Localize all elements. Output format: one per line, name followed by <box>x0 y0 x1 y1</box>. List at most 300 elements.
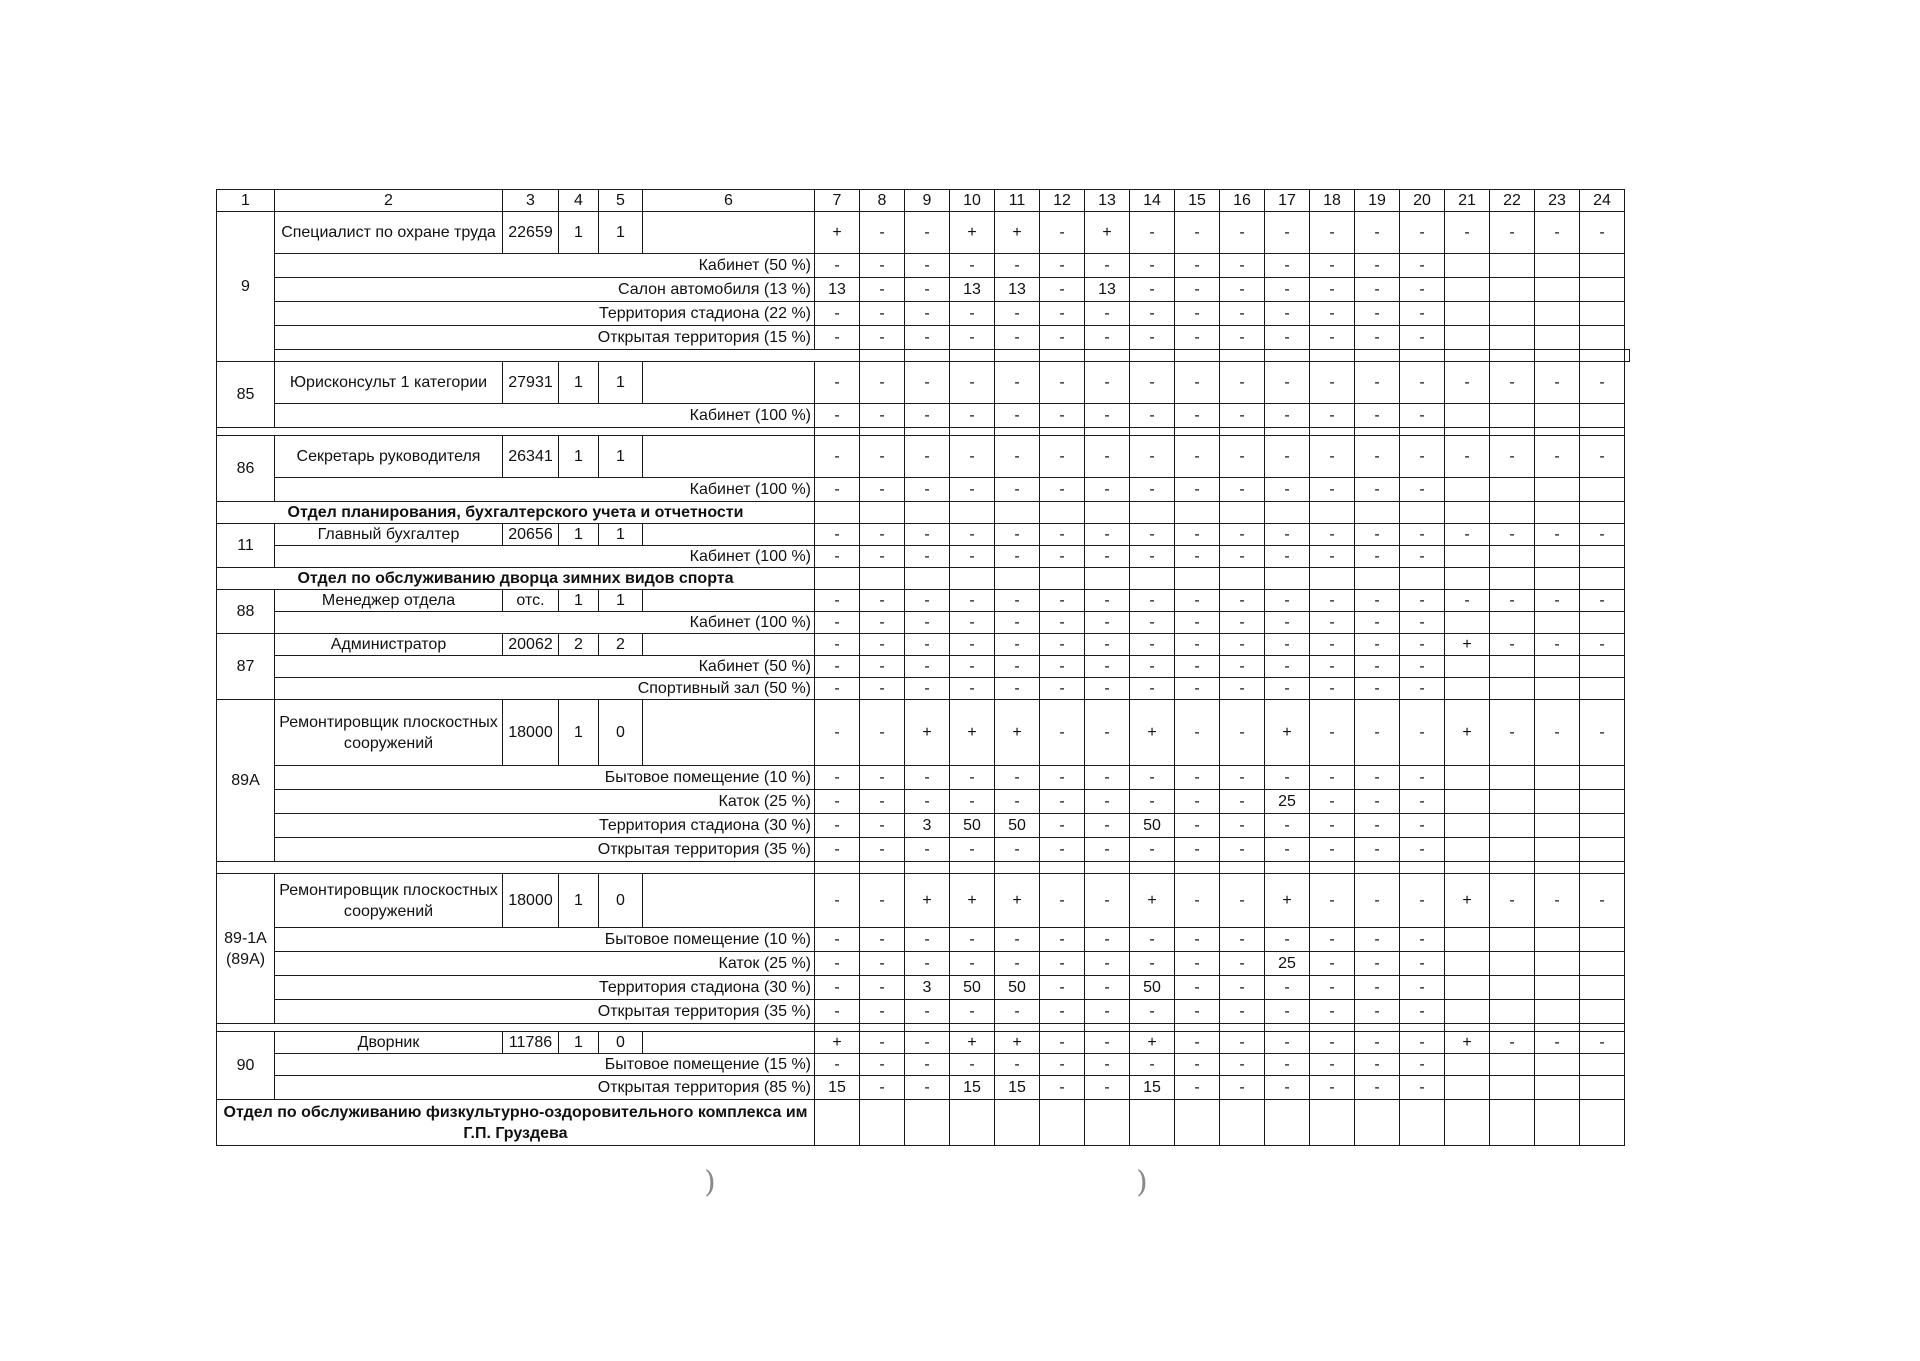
spacer-cell-blank <box>1490 1024 1535 1032</box>
empty-cell <box>1490 546 1535 568</box>
empty-cell <box>1040 502 1085 524</box>
empty-cell <box>1535 326 1580 350</box>
factor-value: - <box>815 590 860 612</box>
empty-cell <box>1490 976 1535 1000</box>
zone-factor-value: - <box>1085 302 1130 326</box>
workplace-zone-label: Каток (25 %) <box>275 790 815 814</box>
zone-factor-value: - <box>1175 254 1220 278</box>
spacer-cell <box>1085 1024 1130 1032</box>
factor-value: - <box>905 436 950 478</box>
employee-count: 1 <box>599 436 643 478</box>
zone-factor-value: - <box>1400 976 1445 1000</box>
spacer-cell <box>1400 862 1445 874</box>
zone-factor-value: - <box>995 766 1040 790</box>
workplace-zone-row <box>217 1000 1630 1024</box>
zone-factor-value: - <box>1040 478 1085 502</box>
workplace-zone-label: Открытая территория (35 %) <box>275 1000 815 1024</box>
spacer-cell <box>1400 350 1445 362</box>
zone-factor-value: - <box>950 838 995 862</box>
zone-factor-value: - <box>1175 1076 1220 1100</box>
zone-factor-value: 50 <box>950 814 995 838</box>
zone-factor-value: - <box>860 546 905 568</box>
spacer-cell <box>815 1024 860 1032</box>
spacer-cell <box>275 350 860 362</box>
zone-factor-value: - <box>1265 278 1310 302</box>
empty-cell <box>1535 976 1580 1000</box>
factor-value: - <box>1580 212 1625 254</box>
factor-value: - <box>1490 212 1535 254</box>
empty-cell <box>860 1100 905 1146</box>
factor-value: - <box>1445 436 1490 478</box>
zone-factor-value: - <box>1400 790 1445 814</box>
zone-factor-value: - <box>815 254 860 278</box>
factor-value: + <box>950 1032 995 1054</box>
empty-cell <box>1490 678 1535 700</box>
factor-value: - <box>1040 524 1085 546</box>
empty-cell <box>1580 612 1625 634</box>
zone-factor-value: - <box>1220 1076 1265 1100</box>
zone-factor-value: - <box>1130 790 1175 814</box>
zone-factor-value: - <box>995 838 1040 862</box>
zone-factor-value: - <box>815 656 860 678</box>
empty-cell <box>643 524 815 546</box>
workplace-zone-row <box>217 952 1630 976</box>
zone-factor-value: - <box>860 766 905 790</box>
factor-value: - <box>950 362 995 404</box>
factor-value: - <box>1220 874 1265 928</box>
spacer-cell <box>1040 350 1085 362</box>
zone-factor-value: 15 <box>950 1076 995 1100</box>
zone-factor-value: - <box>1355 976 1400 1000</box>
column-number-13: 13 <box>1085 190 1130 212</box>
zone-factor-value: - <box>1265 326 1310 350</box>
workplace-zone-row <box>217 928 1630 952</box>
factor-value: - <box>1175 436 1220 478</box>
zone-factor-value: - <box>860 814 905 838</box>
zone-factor-value: - <box>1220 278 1265 302</box>
zone-factor-value: - <box>1085 952 1130 976</box>
empty-cell <box>1535 928 1580 952</box>
zone-factor-value: - <box>1310 1000 1355 1024</box>
zone-factor-value: - <box>1040 1076 1085 1100</box>
zone-factor-value: - <box>1310 1054 1355 1076</box>
empty-cell <box>905 1100 950 1146</box>
zone-factor-value: - <box>1265 678 1310 700</box>
spacer-cell <box>905 1024 950 1032</box>
empty-cell <box>1580 1000 1625 1024</box>
empty-cell <box>1490 326 1535 350</box>
zone-factor-value: - <box>1220 478 1265 502</box>
zone-factor-value: - <box>815 678 860 700</box>
zone-factor-value: - <box>995 656 1040 678</box>
spacer-cell <box>860 428 905 436</box>
zone-factor-value: - <box>950 952 995 976</box>
zone-factor-value: - <box>1175 656 1220 678</box>
factor-value: + <box>905 874 950 928</box>
column-number-4: 4 <box>559 190 599 212</box>
zone-factor-value: - <box>1400 1054 1445 1076</box>
factor-value: - <box>860 590 905 612</box>
factor-value: - <box>1400 212 1445 254</box>
zone-factor-value: - <box>1355 814 1400 838</box>
zone-factor-value: - <box>1130 1000 1175 1024</box>
zone-factor-value: - <box>1400 404 1445 428</box>
empty-cell <box>1580 404 1625 428</box>
workplace-zone-row <box>217 656 1630 678</box>
empty-cell <box>1400 568 1445 590</box>
empty-cell <box>995 568 1040 590</box>
workplace-zone-row <box>217 478 1630 502</box>
zone-factor-value: - <box>1355 838 1400 862</box>
zone-factor-value: - <box>1355 302 1400 326</box>
assessment-table <box>216 189 1630 1146</box>
zone-factor-value: - <box>905 678 950 700</box>
zone-factor-value: - <box>950 678 995 700</box>
zone-factor-value: - <box>950 326 995 350</box>
empty-cell <box>1445 790 1490 814</box>
zone-factor-value: - <box>995 1000 1040 1024</box>
zone-factor-value: - <box>1310 254 1355 278</box>
factor-value: - <box>1265 1032 1310 1054</box>
employee-count: 2 <box>599 634 643 656</box>
factor-value: - <box>1535 212 1580 254</box>
spacer-cell <box>1265 428 1310 436</box>
factor-value: - <box>1355 524 1400 546</box>
zone-factor-value: - <box>1220 302 1265 326</box>
factor-value: - <box>1400 436 1445 478</box>
factor-value: - <box>1085 590 1130 612</box>
position-code: 11786 <box>503 1032 559 1054</box>
spacer-cell <box>950 1024 995 1032</box>
factor-value: - <box>1445 212 1490 254</box>
factor-value: - <box>905 634 950 656</box>
zone-factor-value: - <box>1310 952 1355 976</box>
spacer-cell-blank <box>1445 1024 1490 1032</box>
zone-factor-value: 50 <box>950 976 995 1000</box>
zone-factor-value: - <box>1265 1054 1310 1076</box>
empty-cell <box>1490 254 1535 278</box>
spacer-cell <box>950 350 995 362</box>
position-number: 89А <box>217 700 275 862</box>
workplace-zone-row <box>217 254 1630 278</box>
zone-factor-value: 50 <box>995 814 1040 838</box>
spacer-cell <box>1130 862 1175 874</box>
workplace-zone-label: Салон автомобиля (13 %) <box>275 278 815 302</box>
zone-factor-value: - <box>1310 478 1355 502</box>
zone-factor-value: 13 <box>950 278 995 302</box>
workplace-zone-label: Бытовое помещение (15 %) <box>275 1054 815 1076</box>
zone-factor-value: 3 <box>905 814 950 838</box>
zone-factor-value: - <box>815 976 860 1000</box>
spacer-cell <box>1175 428 1220 436</box>
factor-value: + <box>1130 700 1175 766</box>
factor-value: - <box>1175 524 1220 546</box>
empty-cell <box>1580 1076 1625 1100</box>
zone-factor-value: - <box>815 838 860 862</box>
zone-factor-value: - <box>1400 952 1445 976</box>
zone-factor-value: - <box>1265 766 1310 790</box>
spacer-cell <box>860 862 905 874</box>
factor-value: + <box>1130 1032 1175 1054</box>
zone-factor-value: - <box>1400 928 1445 952</box>
workplace-zone-label: Территория стадиона (22 %) <box>275 302 815 326</box>
column-number-18: 18 <box>1310 190 1355 212</box>
empty-cell <box>905 568 950 590</box>
zone-factor-value: - <box>1040 766 1085 790</box>
zone-factor-value: - <box>1175 838 1220 862</box>
zone-factor-value: - <box>1130 1054 1175 1076</box>
empty-cell <box>995 1100 1040 1146</box>
zone-factor-value: - <box>860 838 905 862</box>
factor-value: - <box>1310 700 1355 766</box>
staff-count: 1 <box>559 590 599 612</box>
empty-cell <box>905 502 950 524</box>
position-name: Специалист по охране труда <box>275 212 503 254</box>
factor-value: - <box>1355 634 1400 656</box>
zone-factor-value: - <box>995 546 1040 568</box>
spacer-cell <box>1355 862 1400 874</box>
factor-value: - <box>1580 362 1625 404</box>
zone-factor-value: - <box>1400 302 1445 326</box>
factor-value: - <box>950 436 995 478</box>
zone-factor-value: - <box>1085 326 1130 350</box>
empty-cell <box>1445 1054 1490 1076</box>
empty-cell <box>1535 568 1580 590</box>
factor-value: - <box>1445 590 1490 612</box>
zone-factor-value: - <box>1355 1076 1400 1100</box>
spacer-cell <box>1310 862 1355 874</box>
factor-value: - <box>1130 634 1175 656</box>
empty-cell <box>1580 302 1625 326</box>
column-number-1: 1 <box>217 190 275 212</box>
factor-value: - <box>1265 362 1310 404</box>
factor-value: - <box>1355 1032 1400 1054</box>
zone-factor-value: - <box>1175 1054 1220 1076</box>
factor-value: - <box>1580 634 1625 656</box>
spacer-cell <box>1220 1024 1265 1032</box>
factor-value: - <box>1175 212 1220 254</box>
zone-factor-value: - <box>1310 546 1355 568</box>
workplace-zone-label: Кабинет (100 %) <box>275 612 815 634</box>
zone-factor-value: - <box>1175 766 1220 790</box>
zone-factor-value: - <box>1040 1054 1085 1076</box>
employee-count: 1 <box>599 362 643 404</box>
empty-cell <box>950 502 995 524</box>
spacer-cell <box>1130 350 1175 362</box>
empty-cell <box>1445 502 1490 524</box>
empty-cell <box>860 502 905 524</box>
zone-factor-value: 3 <box>905 976 950 1000</box>
empty-cell <box>1445 838 1490 862</box>
empty-cell <box>1175 1100 1220 1146</box>
zone-factor-value: - <box>815 478 860 502</box>
factor-value: - <box>815 362 860 404</box>
empty-cell <box>1445 612 1490 634</box>
factor-value: - <box>1490 524 1535 546</box>
empty-cell <box>1265 502 1310 524</box>
zone-factor-value: - <box>860 612 905 634</box>
column-number-6: 6 <box>643 190 815 212</box>
employee-count: 0 <box>599 700 643 766</box>
empty-cell <box>1535 302 1580 326</box>
zone-factor-value: - <box>1355 928 1400 952</box>
empty-cell <box>1445 678 1490 700</box>
zone-factor-value: - <box>905 302 950 326</box>
position-code: отс. <box>503 590 559 612</box>
spacer-cell <box>1085 428 1130 436</box>
zone-factor-value: - <box>1040 254 1085 278</box>
zone-factor-value: - <box>905 404 950 428</box>
empty-cell <box>1535 478 1580 502</box>
zone-factor-value: - <box>1130 612 1175 634</box>
zone-factor-value: - <box>1400 546 1445 568</box>
position-code: 18000 <box>503 700 559 766</box>
position-code: 26341 <box>503 436 559 478</box>
zone-factor-value: - <box>860 1076 905 1100</box>
factor-value: + <box>1445 700 1490 766</box>
zone-factor-value: - <box>1220 404 1265 428</box>
workplace-zone-row <box>217 814 1630 838</box>
empty-cell <box>950 568 995 590</box>
factor-value: - <box>1220 362 1265 404</box>
zone-factor-value: - <box>1175 678 1220 700</box>
factor-value: - <box>1175 874 1220 928</box>
spacer-cell <box>1355 350 1400 362</box>
empty-cell <box>1580 1054 1625 1076</box>
spacer-cell <box>860 1024 905 1032</box>
spacer-row <box>217 1024 1630 1032</box>
position-row <box>217 524 1630 546</box>
zone-factor-value: - <box>995 302 1040 326</box>
zone-factor-value: - <box>1400 612 1445 634</box>
factor-value: + <box>815 1032 860 1054</box>
zone-factor-value: - <box>1175 478 1220 502</box>
factor-value: - <box>1580 590 1625 612</box>
spacer-cell <box>1040 428 1085 436</box>
zone-factor-value: - <box>905 952 950 976</box>
empty-cell <box>1445 928 1490 952</box>
zone-factor-value: - <box>1400 656 1445 678</box>
zone-factor-value: - <box>1220 612 1265 634</box>
factor-value: + <box>1265 874 1310 928</box>
factor-value: - <box>1535 634 1580 656</box>
empty-cell <box>1580 254 1625 278</box>
zone-factor-value: - <box>815 1000 860 1024</box>
workplace-zone-label: Территория стадиона (30 %) <box>275 976 815 1000</box>
empty-cell <box>1490 1100 1535 1146</box>
zone-factor-value: - <box>1130 656 1175 678</box>
zone-factor-value: - <box>1175 302 1220 326</box>
empty-cell <box>1580 838 1625 862</box>
zone-factor-value: - <box>815 404 860 428</box>
spacer-cell-blank <box>1490 350 1535 362</box>
empty-cell <box>815 1100 860 1146</box>
empty-cell <box>1490 1076 1535 1100</box>
empty-cell <box>1535 952 1580 976</box>
spacer-cell <box>1220 862 1265 874</box>
empty-cell <box>1310 568 1355 590</box>
zone-factor-value: - <box>1130 478 1175 502</box>
zone-factor-value: - <box>1175 612 1220 634</box>
spacer-cell <box>1355 1024 1400 1032</box>
zone-factor-value: - <box>1265 1076 1310 1100</box>
empty-cell <box>1445 326 1490 350</box>
department-row <box>217 568 1630 590</box>
empty-cell <box>1535 612 1580 634</box>
zone-factor-value: - <box>1265 656 1310 678</box>
zone-factor-value: - <box>860 1054 905 1076</box>
zone-factor-value: - <box>1175 404 1220 428</box>
column-number-2: 2 <box>275 190 503 212</box>
empty-cell <box>1445 278 1490 302</box>
zone-factor-value: - <box>1310 766 1355 790</box>
factor-value: + <box>950 874 995 928</box>
empty-cell <box>1445 1000 1490 1024</box>
factor-value: - <box>1040 362 1085 404</box>
zone-factor-value: - <box>1355 278 1400 302</box>
zone-factor-value: - <box>1310 302 1355 326</box>
zone-factor-value: - <box>815 928 860 952</box>
factor-value: - <box>1040 700 1085 766</box>
column-number-5: 5 <box>599 190 643 212</box>
factor-value: - <box>860 634 905 656</box>
spacer-row <box>217 428 1630 436</box>
zone-factor-value: - <box>995 254 1040 278</box>
empty-cell <box>860 568 905 590</box>
empty-cell <box>1445 766 1490 790</box>
empty-cell <box>1490 302 1535 326</box>
zone-factor-value: - <box>1310 838 1355 862</box>
factor-value: - <box>1355 590 1400 612</box>
zone-factor-value: - <box>905 546 950 568</box>
zone-factor-value: - <box>905 928 950 952</box>
zone-factor-value: - <box>1220 976 1265 1000</box>
zone-factor-value: - <box>905 254 950 278</box>
empty-cell <box>1355 568 1400 590</box>
position-code: 27931 <box>503 362 559 404</box>
empty-cell <box>1445 254 1490 278</box>
factor-value: - <box>1310 874 1355 928</box>
zone-factor-value: - <box>950 790 995 814</box>
empty-cell <box>1490 766 1535 790</box>
zone-factor-value: 13 <box>995 278 1040 302</box>
workplace-zone-label: Кабинет (100 %) <box>275 546 815 568</box>
zone-factor-value: - <box>1355 404 1400 428</box>
empty-cell <box>1445 814 1490 838</box>
factor-value: - <box>860 362 905 404</box>
zone-factor-value: - <box>905 1000 950 1024</box>
column-number-20: 20 <box>1400 190 1445 212</box>
factor-value: - <box>1535 524 1580 546</box>
empty-cell <box>1580 1100 1625 1146</box>
column-number-21: 21 <box>1445 190 1490 212</box>
zone-factor-value: - <box>905 656 950 678</box>
factor-value: + <box>995 1032 1040 1054</box>
zone-factor-value: - <box>1040 404 1085 428</box>
zone-factor-value: - <box>1265 302 1310 326</box>
empty-cell <box>1490 952 1535 976</box>
spacer-cell <box>217 862 815 874</box>
zone-factor-value: - <box>905 326 950 350</box>
spacer-cell-blank <box>1580 862 1625 874</box>
factor-value: - <box>1310 634 1355 656</box>
workplace-zone-label: Кабинет (50 %) <box>275 254 815 278</box>
empty-cell <box>1355 1100 1400 1146</box>
zone-factor-value: - <box>950 612 995 634</box>
empty-cell <box>1130 1100 1175 1146</box>
zone-factor-value: - <box>1130 952 1175 976</box>
factor-value: - <box>1535 590 1580 612</box>
